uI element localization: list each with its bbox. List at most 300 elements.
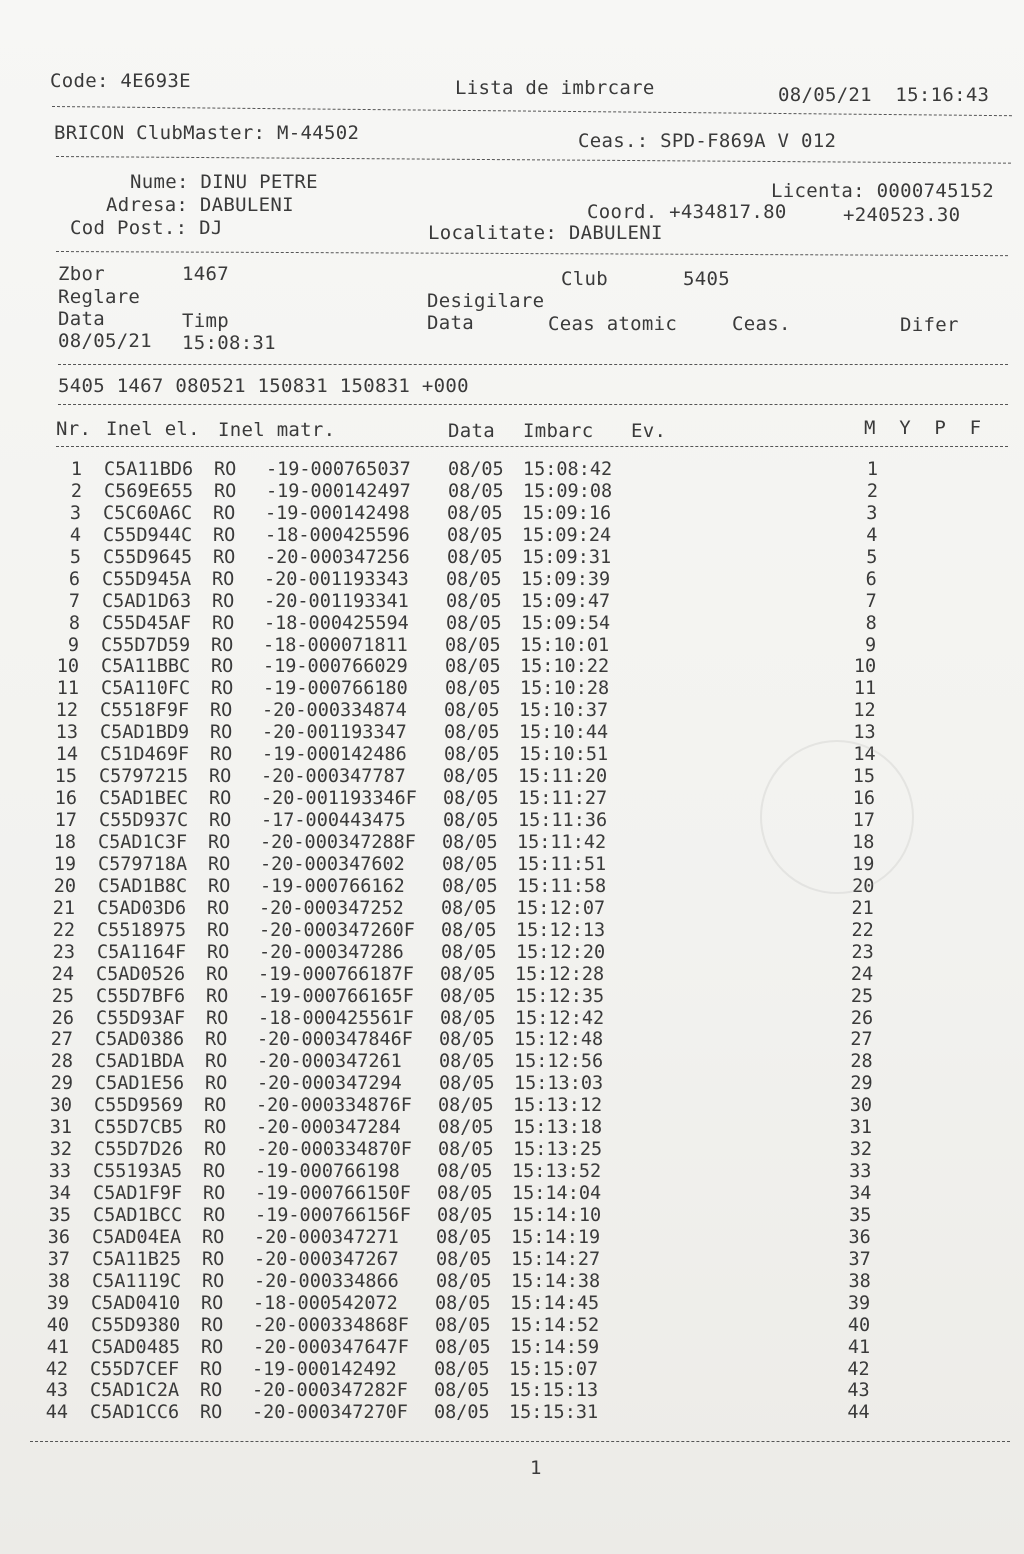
cell-nr: 37 xyxy=(47,1248,70,1270)
table-row xyxy=(0,613,1022,635)
table-row xyxy=(0,1051,1015,1073)
cell-date: 08/05 xyxy=(439,1051,495,1073)
cell-seq: 14 xyxy=(853,744,876,766)
cell-ring-el: C55D937C xyxy=(99,810,189,832)
cell-country: RO xyxy=(214,480,237,502)
cell-seq: 33 xyxy=(849,1161,872,1183)
cell-ring-matr: -20-000334870F xyxy=(256,1139,412,1161)
cell-nr: 23 xyxy=(52,941,75,963)
cell-time: 15:14:04 xyxy=(512,1183,602,1205)
table-row xyxy=(0,525,1023,547)
table-row xyxy=(0,986,1016,1008)
cell-country: RO xyxy=(213,502,236,524)
cell-ring-el: C55D944C xyxy=(103,524,193,546)
cell-time: 15:09:24 xyxy=(522,524,612,546)
clock-label: Ceas.: SPD-F869A V 012 xyxy=(578,130,837,152)
cell-nr: 24 xyxy=(51,963,74,985)
adjust-time-label: Timp xyxy=(182,310,229,332)
cell-seq: 27 xyxy=(850,1029,873,1051)
license-number: Licenta: 0000745152 xyxy=(771,180,995,202)
cell-seq: 17 xyxy=(852,810,875,832)
cell-country: RO xyxy=(212,568,235,590)
cell-ring-matr: -20-000347252 xyxy=(259,897,404,919)
code-label: Code: 4E693E xyxy=(50,70,191,92)
cell-date: 08/05 xyxy=(444,722,500,744)
cell-country: RO xyxy=(203,1183,226,1205)
cell-country: RO xyxy=(200,1402,223,1424)
col-header-event: Ev. xyxy=(631,420,667,442)
cell-date: 08/05 xyxy=(444,700,500,722)
cell-ring-el: C5518F9F xyxy=(100,700,190,722)
cell-ring-matr: -20-001193347 xyxy=(262,722,407,744)
table-row xyxy=(0,898,1017,920)
cell-country: RO xyxy=(203,1161,226,1183)
cell-country: RO xyxy=(210,744,233,766)
col-header-nr: Nr. xyxy=(56,418,92,440)
cell-ring-matr: -20-001193346F xyxy=(261,788,417,810)
cell-date: 08/05 xyxy=(434,1380,490,1402)
cell-date: 08/05 xyxy=(438,1139,494,1161)
cell-country: RO xyxy=(206,963,229,985)
cell-ring-matr: -18-000425594 xyxy=(264,612,409,634)
cell-time: 15:13:03 xyxy=(514,1073,604,1095)
cell-ring-matr: -20-000347260F xyxy=(259,919,415,941)
cell-country: RO xyxy=(201,1292,224,1314)
cell-ring-matr: -19-000766180 xyxy=(263,678,408,700)
cell-country: RO xyxy=(213,524,236,546)
cell-date: 08/05 xyxy=(438,1095,494,1117)
cell-seq: 28 xyxy=(850,1051,873,1073)
cell-seq: 13 xyxy=(853,722,876,744)
table-row xyxy=(0,591,1022,613)
cell-date: 08/05 xyxy=(445,678,501,700)
adjust-date-label: Data xyxy=(58,308,105,330)
cell-ring-el: C579718A xyxy=(98,853,188,875)
cell-ring-matr: -20-001193341 xyxy=(264,590,409,612)
cell-nr: 44 xyxy=(45,1402,68,1424)
cell-time: 15:13:18 xyxy=(513,1117,603,1139)
cell-ring-matr: -20-001193343 xyxy=(264,568,409,590)
cell-ring-el: C5A11BD6 xyxy=(104,459,194,480)
divider xyxy=(58,404,1008,405)
cell-ring-matr: -19-000766198 xyxy=(255,1161,400,1183)
cell-ring-el: C5AD1BEC xyxy=(99,788,189,810)
cell-seq: 11 xyxy=(853,678,877,700)
cell-country: RO xyxy=(204,1139,227,1161)
cell-ring-el: C55193A5 xyxy=(93,1161,183,1183)
cell-date: 08/05 xyxy=(434,1358,490,1380)
cell-country: RO xyxy=(200,1358,223,1380)
cell-nr: 26 xyxy=(51,1007,74,1029)
table-row xyxy=(0,1095,1014,1117)
adjust-time: 15:08:31 xyxy=(182,332,276,354)
cell-country: RO xyxy=(204,1117,227,1139)
cell-date: 08/05 xyxy=(441,919,497,941)
cell-ring-matr: -20-000347271 xyxy=(254,1226,399,1248)
cell-time: 15:11:27 xyxy=(518,788,608,810)
cell-country: RO xyxy=(209,810,232,832)
cell-ring-matr: -20-000347284 xyxy=(256,1117,401,1139)
cell-seq: 12 xyxy=(853,700,876,722)
table-row xyxy=(0,964,1016,986)
cell-time: 15:10:44 xyxy=(519,722,609,744)
cell-nr: 43 xyxy=(45,1380,68,1402)
cell-date: 08/05 xyxy=(435,1292,491,1314)
cell-time: 15:11:36 xyxy=(518,810,608,832)
cell-date: 08/05 xyxy=(447,502,503,524)
cell-date: 08/05 xyxy=(440,1007,496,1029)
cell-nr: 42 xyxy=(45,1358,68,1380)
cell-country: RO xyxy=(207,897,230,919)
cell-time: 15:11:51 xyxy=(517,853,607,875)
cell-time: 15:15:07 xyxy=(509,1358,599,1380)
cell-nr: 30 xyxy=(49,1095,72,1117)
cell-date: 08/05 xyxy=(440,985,496,1007)
cell-nr: 19 xyxy=(53,853,76,875)
col-header-boarding: Imbarc xyxy=(523,420,594,442)
cell-country: RO xyxy=(211,678,234,700)
cell-ring-el: C569E655 xyxy=(104,480,194,502)
col-header-date: Data xyxy=(448,420,495,442)
cell-ring-el: C55D9645 xyxy=(103,546,193,568)
cell-ring-el: C5AD1BCC xyxy=(93,1204,183,1226)
cell-seq: 32 xyxy=(849,1139,872,1161)
cell-time: 15:10:51 xyxy=(519,744,609,766)
cell-country: RO xyxy=(205,1073,228,1095)
cell-time: 15:14:45 xyxy=(510,1292,600,1314)
cell-ring-matr: -20-000347267 xyxy=(254,1248,399,1270)
cell-time: 15:11:20 xyxy=(518,766,608,788)
cell-time: 15:13:12 xyxy=(513,1095,603,1117)
cell-ring-matr: -18-000071811 xyxy=(263,634,408,656)
cell-date: 08/05 xyxy=(442,831,498,853)
cell-date: 08/05 xyxy=(448,480,504,502)
cell-ring-el: C5AD1C2A xyxy=(90,1380,180,1402)
cell-ring-el: C5AD0526 xyxy=(96,963,186,985)
cell-nr: 7 xyxy=(68,590,80,612)
cell-time: 15:12:07 xyxy=(516,897,606,919)
cell-ring-matr: -19-000765037 xyxy=(266,459,411,480)
cell-nr: 33 xyxy=(48,1161,71,1183)
cell-ring-el: C5AD1BD9 xyxy=(100,722,190,744)
table-row xyxy=(0,1359,1010,1381)
cell-time: 15:12:56 xyxy=(514,1051,604,1073)
cell-country: RO xyxy=(205,1051,228,1073)
table-row xyxy=(0,1271,1012,1293)
cell-ring-el: C5AD1F9F xyxy=(93,1183,183,1205)
cell-ring-el: C55D7CB5 xyxy=(94,1117,184,1139)
cell-date: 08/05 xyxy=(443,810,499,832)
cell-seq: 44 xyxy=(847,1402,870,1424)
table-row xyxy=(0,547,1023,569)
cell-nr: 21 xyxy=(52,897,75,919)
coordinates-value: +240523.30 xyxy=(843,204,961,226)
cell-time: 15:12:20 xyxy=(516,941,606,963)
cell-country: RO xyxy=(208,831,231,853)
cell-seq: 43 xyxy=(847,1380,870,1402)
club-label: Club xyxy=(561,268,608,290)
cell-country: RO xyxy=(211,656,234,678)
cell-date: 08/05 xyxy=(446,568,502,590)
cell-date: 08/05 xyxy=(442,875,498,897)
cell-seq: 24 xyxy=(850,963,874,985)
flight-code-line: 5405 1467 080521 150831 150831 +000 xyxy=(58,375,469,397)
cell-nr: 36 xyxy=(47,1226,70,1248)
owner-address: Adresa: DABULENI xyxy=(106,194,294,216)
cell-date: 08/05 xyxy=(443,788,499,810)
cell-seq: 10 xyxy=(853,656,877,678)
cell-seq: 37 xyxy=(848,1248,871,1270)
cell-country: RO xyxy=(206,985,229,1007)
cell-time: 15:09:16 xyxy=(522,502,612,524)
divider xyxy=(56,446,1008,447)
cell-date: 08/05 xyxy=(446,612,502,634)
cell-ring-matr: -18-000425561F xyxy=(258,1007,414,1029)
cell-ring-el: C5797215 xyxy=(99,766,189,788)
print-datetime: 08/05/21 15:16:43 xyxy=(778,84,990,106)
cell-seq: 38 xyxy=(848,1270,871,1292)
cell-ring-el: C55D7D59 xyxy=(101,634,191,656)
cell-seq: 35 xyxy=(849,1204,872,1226)
cell-ring-matr: -18-000542072 xyxy=(253,1292,398,1314)
cell-nr: 6 xyxy=(68,568,80,590)
cell-ring-matr: -19-000142492 xyxy=(252,1358,397,1380)
table-row xyxy=(0,1315,1011,1337)
difference-label: Difer xyxy=(900,314,959,336)
cell-date: 08/05 xyxy=(445,656,501,678)
cell-seq: 1 xyxy=(866,459,878,480)
table-row xyxy=(0,1029,1015,1051)
postal-code: Cod Post.: DJ xyxy=(70,217,223,239)
cell-ring-el: C5AD03D6 xyxy=(97,897,187,919)
col-header-electronic-ring: Inel el. xyxy=(106,418,200,440)
flight-label: Zbor xyxy=(58,263,105,285)
cell-ring-el: C55D7BF6 xyxy=(96,985,186,1007)
cell-seq: 5 xyxy=(866,546,878,568)
cell-seq: 26 xyxy=(850,1007,874,1029)
divider xyxy=(56,156,1011,164)
cell-seq: 22 xyxy=(851,919,874,941)
unseal-date-label: Data xyxy=(427,312,474,334)
cell-nr: 1 xyxy=(70,459,82,480)
table-row xyxy=(0,635,1021,657)
table-row xyxy=(0,459,1024,481)
cell-ring-el: C5518975 xyxy=(97,919,187,941)
table-row xyxy=(0,569,1022,591)
cell-time: 15:09:08 xyxy=(523,480,613,502)
divider xyxy=(30,1441,1010,1442)
cell-ring-el: C5A1119C xyxy=(92,1270,182,1292)
cell-ring-matr: -20-000334876F xyxy=(256,1095,412,1117)
cell-nr: 22 xyxy=(52,919,75,941)
cell-ring-el: C5A110FC xyxy=(101,678,191,700)
cell-date: 08/05 xyxy=(441,941,497,963)
cell-ring-el: C55D45AF xyxy=(102,612,192,634)
cell-seq: 15 xyxy=(852,766,875,788)
table-row xyxy=(0,1249,1012,1271)
cell-ring-matr: -19-000142498 xyxy=(265,502,410,524)
divider xyxy=(56,251,1008,256)
table-row xyxy=(0,700,1020,722)
cell-nr: 38 xyxy=(47,1270,70,1292)
cell-time: 15:10:22 xyxy=(520,656,610,678)
cell-ring-el: C5A11B25 xyxy=(92,1248,182,1270)
cell-seq: 6 xyxy=(865,568,877,590)
cell-ring-matr: -20-000347602 xyxy=(260,853,405,875)
cell-country: RO xyxy=(204,1095,227,1117)
cell-ring-matr: -19-000142486 xyxy=(262,744,407,766)
cell-ring-el: C51D469F xyxy=(100,744,190,766)
cell-nr: 13 xyxy=(55,722,78,744)
coordinates-label: Coord. +434817.80 xyxy=(587,201,787,223)
cell-date: 08/05 xyxy=(437,1183,493,1205)
cell-seq: 2 xyxy=(866,480,878,502)
cell-time: 15:14:52 xyxy=(510,1314,600,1336)
cell-seq: 21 xyxy=(851,897,874,919)
cell-time: 15:09:31 xyxy=(522,546,612,568)
cell-nr: 28 xyxy=(50,1051,73,1073)
table-row xyxy=(0,678,1021,700)
cell-time: 15:14:38 xyxy=(511,1270,601,1292)
cell-date: 08/05 xyxy=(436,1270,492,1292)
cell-date: 08/05 xyxy=(436,1226,492,1248)
cell-seq: 42 xyxy=(847,1358,870,1380)
cell-time: 15:10:28 xyxy=(520,678,610,700)
cell-nr: 15 xyxy=(54,766,77,788)
cell-nr: 16 xyxy=(54,788,77,810)
cell-country: RO xyxy=(211,634,234,656)
cell-seq: 25 xyxy=(850,985,874,1007)
cell-time: 15:12:28 xyxy=(515,963,605,985)
table-row xyxy=(0,1073,1015,1095)
cell-ring-matr: -19-000766029 xyxy=(263,656,408,678)
club-number: 5405 xyxy=(683,268,730,290)
cell-date: 08/05 xyxy=(444,744,500,766)
cell-date: 08/05 xyxy=(434,1402,490,1424)
flight-number: 1467 xyxy=(182,263,229,285)
cell-date: 08/05 xyxy=(443,766,499,788)
cell-ring-matr: -20-000347846F xyxy=(257,1029,413,1051)
divider xyxy=(52,106,1012,116)
document-title: Lista de imbrcare xyxy=(455,77,655,99)
adjust-date: 08/05/21 xyxy=(58,330,152,352)
cell-ring-el: C5AD0386 xyxy=(95,1029,185,1051)
cell-seq: 31 xyxy=(849,1117,872,1139)
cell-seq: 41 xyxy=(847,1336,871,1358)
cell-country: RO xyxy=(213,546,236,568)
cell-date: 08/05 xyxy=(439,1029,495,1051)
cell-time: 15:15:31 xyxy=(509,1402,599,1424)
cell-ring-el: C5A11BBC xyxy=(101,656,191,678)
cell-country: RO xyxy=(214,459,237,480)
cell-seq: 30 xyxy=(849,1095,872,1117)
cell-ring-matr: -17-000443475 xyxy=(261,810,406,832)
owner-name: Nume: DINU PETRE xyxy=(130,171,318,193)
cell-nr: 20 xyxy=(53,875,76,897)
cell-ring-matr: -20-000347286 xyxy=(259,941,404,963)
cell-ring-matr: -18-000425596 xyxy=(265,524,410,546)
table-row xyxy=(0,1183,1013,1205)
cell-country: RO xyxy=(203,1204,226,1226)
cell-ring-el: C55D945A xyxy=(102,568,192,590)
cell-time: 15:09:39 xyxy=(521,568,611,590)
cell-ring-matr: -20-000347282F xyxy=(252,1380,408,1402)
cell-ring-el: C5A1164F xyxy=(97,941,187,963)
cell-nr: 39 xyxy=(46,1292,69,1314)
table-row xyxy=(0,1205,1013,1227)
cell-country: RO xyxy=(210,700,233,722)
cell-seq: 3 xyxy=(866,502,878,524)
cell-seq: 36 xyxy=(848,1226,871,1248)
cell-nr: 8 xyxy=(68,612,80,634)
cell-country: RO xyxy=(209,766,232,788)
table-row xyxy=(0,1293,1011,1315)
cell-ring-el: C5AD1BDA xyxy=(95,1051,185,1073)
cell-ring-matr: -20-000347647F xyxy=(253,1336,409,1358)
cell-seq: 7 xyxy=(865,590,877,612)
table-row xyxy=(0,1337,1011,1359)
cell-time: 15:15:13 xyxy=(509,1380,599,1402)
table-row xyxy=(0,1008,1016,1030)
cell-ring-el: C55D7CEF xyxy=(90,1358,180,1380)
cell-seq: 16 xyxy=(852,788,875,810)
cell-seq: 18 xyxy=(852,831,875,853)
cell-date: 08/05 xyxy=(435,1336,491,1358)
cell-country: RO xyxy=(201,1336,224,1358)
cell-country: RO xyxy=(208,875,231,897)
col-header-flags: M Y P F xyxy=(864,417,982,439)
cell-nr: 12 xyxy=(55,700,78,722)
cell-ring-el: C5AD0410 xyxy=(91,1292,181,1314)
cell-ring-matr: -20-000347288F xyxy=(260,831,416,853)
cell-seq: 34 xyxy=(849,1183,872,1205)
cell-seq: 20 xyxy=(852,875,875,897)
cell-nr: 9 xyxy=(67,634,79,656)
cell-ring-el: C55D9569 xyxy=(94,1095,184,1117)
cell-country: RO xyxy=(207,919,230,941)
cell-nr: 18 xyxy=(53,831,76,853)
adjust-label: Reglare xyxy=(58,286,141,308)
table-row xyxy=(0,1402,1010,1424)
cell-ring-el: C5AD1E56 xyxy=(95,1073,185,1095)
cell-nr: 14 xyxy=(55,744,78,766)
cell-ring-matr: -20-000347294 xyxy=(257,1073,402,1095)
cell-country: RO xyxy=(210,722,233,744)
cell-country: RO xyxy=(200,1380,223,1402)
cell-time: 15:13:52 xyxy=(512,1161,602,1183)
cell-time: 15:10:01 xyxy=(520,634,610,656)
cell-date: 08/05 xyxy=(436,1248,492,1270)
cell-nr: 40 xyxy=(46,1314,69,1336)
cell-ring-matr: -20-000347256 xyxy=(265,546,410,568)
cell-date: 08/05 xyxy=(447,546,503,568)
cell-ring-el: C5AD1CC6 xyxy=(90,1402,180,1424)
cell-ring-el: C55D93AF xyxy=(96,1007,186,1029)
cell-country: RO xyxy=(212,612,235,634)
cell-nr: 34 xyxy=(48,1183,71,1205)
cell-date: 08/05 xyxy=(435,1314,491,1336)
table-row xyxy=(0,481,1024,503)
cell-country: RO xyxy=(206,1007,229,1029)
cell-time: 15:10:37 xyxy=(519,700,609,722)
cell-nr: 35 xyxy=(48,1204,71,1226)
cell-country: RO xyxy=(208,853,231,875)
cell-ring-el: C5AD04EA xyxy=(92,1226,182,1248)
clock-column-label: Ceas. xyxy=(732,313,791,335)
cell-time: 15:12:35 xyxy=(515,985,605,1007)
cell-nr: 31 xyxy=(49,1117,72,1139)
cell-ring-el: C5AD0485 xyxy=(91,1336,181,1358)
